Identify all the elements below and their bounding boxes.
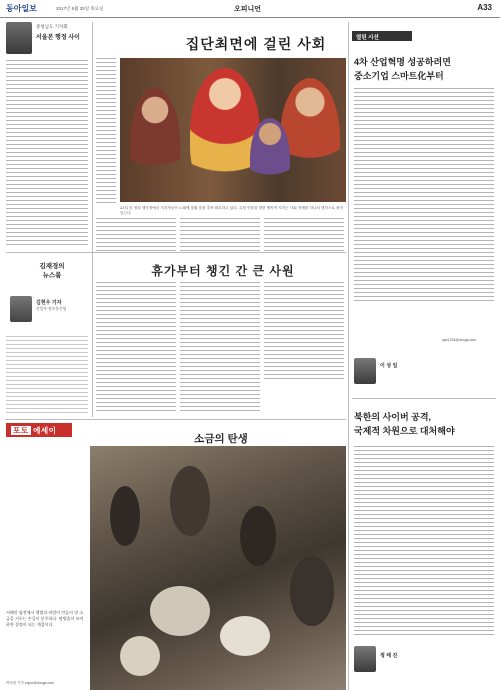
column-tag: 열린 시선 [352, 31, 412, 41]
section-divider [6, 419, 346, 420]
photo-essay-tag-2: 에세이 [33, 426, 57, 435]
newspaper-name: 동아일보 [6, 4, 37, 13]
photo-essay-caption: 서해안 염전에서 햇볕과 바람이 만들어 낸 소금을 거두는 손길이 분주하다. 땀방울이 모여 하얀 결정이 되는 계절이다. [6, 610, 84, 627]
right-column-headline-1 [354, 55, 494, 83]
section-divider [6, 252, 346, 253]
author-name: 이 성 일 [380, 363, 398, 369]
main-photo-caption: 23일 한 정치 행사장에서 지지자들이 노래에 맞춰 춤을 추며 환호하고 있다. 특정 인물을 향한 맹목적 지지는 사회 전체를 하나의 생각으로 몰아넣는다. [120, 206, 343, 215]
columnist-photo [6, 22, 32, 54]
second-headline: 휴가부터 챙긴 간 큰 사원 [151, 264, 295, 278]
column-divider [348, 22, 349, 690]
columnist-title: 충청남도 기자회 [36, 24, 68, 29]
column-box-body [6, 336, 88, 416]
column-divider [92, 22, 93, 417]
page-number: A33 [477, 3, 492, 12]
masthead [0, 0, 500, 18]
reporter-photo [10, 296, 32, 322]
author-photo [354, 646, 376, 672]
left-column-body [6, 60, 88, 248]
reporter-name: 김현우 기자 [36, 300, 62, 306]
main-article-body-left [96, 58, 116, 206]
main-article-body-col3 [264, 218, 344, 254]
right-headline-1-text: 4차 산업혁명 성공하려면 중소기업 스마트化부터 [354, 57, 451, 81]
section-divider [352, 398, 496, 399]
reporter-role: 산업부 정보통신팀 [36, 307, 67, 311]
right-column-body-2 [354, 446, 494, 636]
columnist-name: 서울본 행정 사이 [36, 35, 80, 41]
main-article-photo [120, 58, 346, 202]
right-credit: aps1234@donga.com [442, 338, 477, 342]
main-article-body-col1 [96, 218, 176, 254]
issue-date: 2017년 5월 25일 목요일 [56, 6, 104, 11]
author-name: 정 태 진 [380, 653, 398, 659]
main-article-body-col2 [180, 218, 260, 254]
main-headline: 집단최면에 걸린 사회 [185, 36, 327, 52]
section-name: 오피니언 [234, 6, 262, 13]
second-article-body-col3 [264, 282, 344, 382]
photo-essay-credit: 박영대 기자 sojoo@donga.com [6, 681, 55, 685]
photo-essay-image [90, 446, 346, 690]
second-article-body-col2 [180, 282, 260, 414]
photo-essay-tag-1: 포토 [13, 426, 29, 435]
photo-essay-tag [6, 423, 72, 437]
right-column-headline-2 [354, 410, 494, 438]
photo-essay-title: 소금의 탄생 [194, 433, 248, 445]
column-box-title: 김재경의 뉴스룸 [39, 263, 65, 279]
author-photo [354, 358, 376, 384]
right-column-body-1 [354, 88, 494, 304]
second-article-body-col1 [96, 282, 176, 414]
right-headline-2-text: 북한의 사이버 공격, 국제적 차원으로 대처해야 [354, 412, 455, 436]
